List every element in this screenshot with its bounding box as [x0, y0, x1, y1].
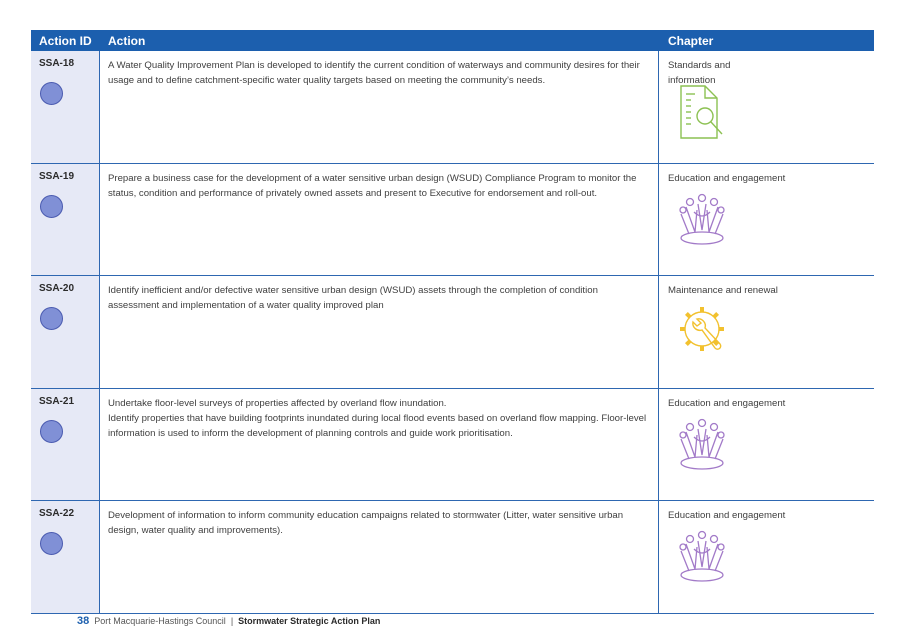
community-icon — [677, 415, 733, 471]
chapter-label: Education and engagement — [668, 397, 786, 409]
table-header — [31, 30, 874, 51]
header-chapter: Chapter — [668, 33, 714, 48]
action-text: Identify properties that have building footprints inundated during local flood events based on overland flow mapping. Floor-level information is used to inform the development of planning controls and guide work prioritisation. — [108, 412, 647, 439]
table-row — [31, 51, 874, 164]
table-row — [31, 276, 874, 389]
council-name: Port Macquarie-Hastings Council — [94, 616, 226, 626]
page-footer — [77, 615, 380, 627]
action-text: Undertake floor-level surveys of properties affected by overland flow inundation. — [108, 397, 447, 409]
community-icon — [677, 190, 733, 246]
table-row — [31, 389, 874, 502]
chapter-label: Education and engagement — [668, 510, 786, 521]
community-icon — [677, 527, 733, 583]
status-circle — [40, 420, 63, 443]
header-action: Action — [108, 33, 146, 48]
action-text: A Water Quality Improvement Plan is developed to identify the current condition of waterways and community desires for their usage and to define catchment-specific water quality targets based on meeting the community’s needs. — [108, 60, 640, 87]
action-id-cell — [31, 276, 100, 388]
status-circle — [40, 532, 63, 555]
action-text: Prepare a business case for the development of a water sensitive urban design (WSUD) Compliance Program to monitor the status, condition and performance of privately owned assets and present to Executive for endorsement and roll-out. — [108, 172, 637, 199]
action-table — [31, 30, 874, 614]
chapter-cell — [659, 501, 874, 613]
action-text: Identify inefficient and/or defective water sensitive urban design (WSUD) assets through the completion of condition assessment and implementation of a water quality improved plan — [108, 285, 598, 312]
gear-wrench-icon — [677, 304, 733, 360]
action-id-cell — [31, 501, 100, 613]
table-row — [31, 501, 874, 614]
table-row — [31, 164, 874, 277]
action-cell — [100, 389, 659, 501]
page-number: 38 — [77, 615, 90, 627]
status-circle — [40, 195, 63, 218]
action-cell — [100, 164, 659, 276]
action-id-cell — [31, 389, 100, 501]
chapter-cell — [659, 164, 874, 276]
chapter-cell — [659, 389, 874, 501]
action-id-cell — [31, 51, 100, 163]
action-id: SSA-18 — [39, 58, 75, 69]
chapter-label: Standards and information — [668, 60, 731, 87]
action-id: SSA-21 — [39, 395, 75, 407]
chapter-cell — [659, 51, 874, 163]
chapter-cell — [659, 276, 874, 388]
chapter-label: Education and engagement — [668, 172, 786, 184]
action-cell — [100, 501, 659, 613]
status-circle — [40, 307, 63, 330]
status-circle — [40, 82, 63, 105]
action-cell — [100, 276, 659, 388]
chapter-label: Maintenance and renewal — [668, 285, 778, 296]
action-cell — [100, 51, 659, 163]
action-id: SSA-19 — [39, 170, 75, 182]
document-title: Stormwater Strategic Action Plan — [238, 616, 381, 626]
action-id-cell — [31, 164, 100, 276]
document-search-icon — [677, 84, 733, 140]
header-action-id: Action ID — [39, 33, 92, 48]
footer-separator: | — [230, 616, 234, 626]
action-id: SSA-22 — [39, 508, 75, 519]
action-id: SSA-20 — [39, 283, 75, 294]
action-text: Development of information to inform community education campaigns related to stormwater (Litter, water sensitive urban design, water quality and improvements). — [108, 510, 624, 537]
